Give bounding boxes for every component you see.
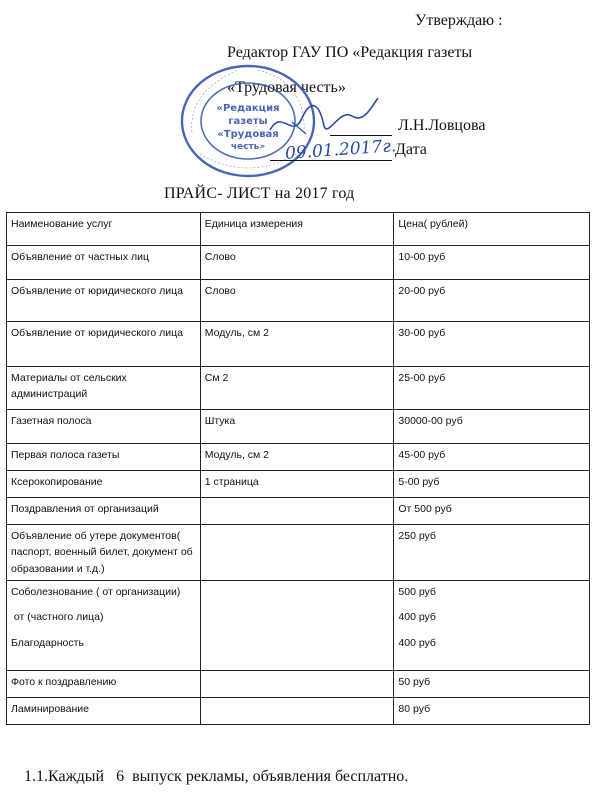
approve-label: Утверждаю :: [415, 12, 503, 29]
service-price: 10-00 руб: [394, 246, 590, 280]
service-price: 25-00 руб: [394, 367, 590, 410]
table-header-row: [7, 213, 590, 246]
service-name: Соболезнование ( от организации): [11, 586, 181, 598]
document-title: ПРАЙС- ЛИСТ на 2017 год: [164, 185, 355, 202]
service-name: Ксерокопирование: [7, 471, 201, 498]
service-name: Объявление от частных лиц: [7, 246, 201, 280]
table-row: [7, 525, 590, 581]
service-unit: Штука: [200, 410, 394, 444]
svg-text:честь»: честь»: [230, 142, 266, 152]
service-price: 50 руб: [394, 671, 590, 698]
header-price: Цена( рублей): [394, 213, 590, 246]
service-name: Фото к поздравлению: [7, 671, 201, 698]
table-row: [7, 322, 590, 367]
service-price: 250 руб: [394, 525, 590, 581]
editor-line-2: «Трудовая честь»: [227, 79, 346, 96]
table-row: [7, 471, 590, 498]
service-price: 400 руб: [398, 636, 436, 649]
service-name: Газетная полоса: [7, 410, 201, 444]
footnote: 1.1.Каждый 6 выпуск рекламы, объявления бесплатно.: [24, 768, 409, 785]
service-unit: Модуль, см 2: [200, 322, 394, 367]
service-price-group: [394, 581, 590, 671]
service-price: 30-00 руб: [394, 322, 590, 367]
service-unit: См 2: [200, 367, 394, 410]
service-name: Первая полоса газеты: [7, 444, 201, 471]
service-name: Ламинирование: [7, 698, 201, 725]
service-name: Благодарность: [11, 636, 84, 649]
signer-name: Л.Н.Ловцова: [398, 117, 486, 134]
svg-text:«Трудовая: «Трудовая: [217, 129, 279, 140]
service-price: От 500 руб: [394, 498, 590, 525]
service-unit: [200, 671, 394, 698]
table-row: [7, 280, 590, 322]
service-name: Объявление от юридического лица: [7, 322, 201, 367]
service-unit: [200, 581, 394, 671]
table-row: [7, 410, 590, 444]
service-price: 5-00 руб: [394, 471, 590, 498]
service-unit: Слово: [200, 280, 394, 322]
service-price: 45-00 руб: [394, 444, 590, 471]
service-price: 400 руб: [398, 611, 436, 624]
handwritten-date: 09.01.2017г.: [284, 136, 397, 164]
service-price: 80 руб: [394, 698, 590, 725]
service-name: от (частного лица): [11, 611, 104, 624]
service-name: Объявление от юридического лица: [7, 280, 201, 322]
price-table: [6, 212, 590, 725]
date-label: Дата: [395, 141, 427, 158]
service-unit: Модуль, см 2: [200, 444, 394, 471]
service-price: 30000-00 руб: [394, 410, 590, 444]
service-name-group: [7, 581, 201, 671]
table-row: [7, 581, 590, 671]
table-row: [7, 246, 590, 280]
service-unit: [200, 498, 394, 525]
signature-line: [330, 135, 392, 136]
service-price: 20-00 руб: [394, 280, 590, 322]
service-price: 500 руб: [398, 586, 436, 598]
table-row: [7, 671, 590, 698]
header-unit: Единица измерения: [200, 213, 394, 246]
service-unit: [200, 525, 394, 581]
service-unit: 1 страница: [200, 471, 394, 498]
header-service: Наименование услуг: [7, 213, 201, 246]
table-row: [7, 367, 590, 410]
editor-line-1: Редактор ГАУ ПО «Редакция газеты: [227, 44, 473, 61]
table-row: [7, 498, 590, 525]
table-row: [7, 698, 590, 725]
service-unit: [200, 698, 394, 725]
table-row: [7, 444, 590, 471]
svg-text:«Редакция: «Редакция: [216, 103, 280, 114]
service-name: Объявление об утере документов( паспорт, военный билет, документ об образовании и т.д.): [7, 525, 201, 581]
service-unit: Слово: [200, 246, 394, 280]
service-name: Поздравления от организаций: [7, 498, 201, 525]
svg-text:газеты: газеты: [228, 116, 268, 127]
service-name: Материалы от сельских администраций: [7, 367, 201, 410]
